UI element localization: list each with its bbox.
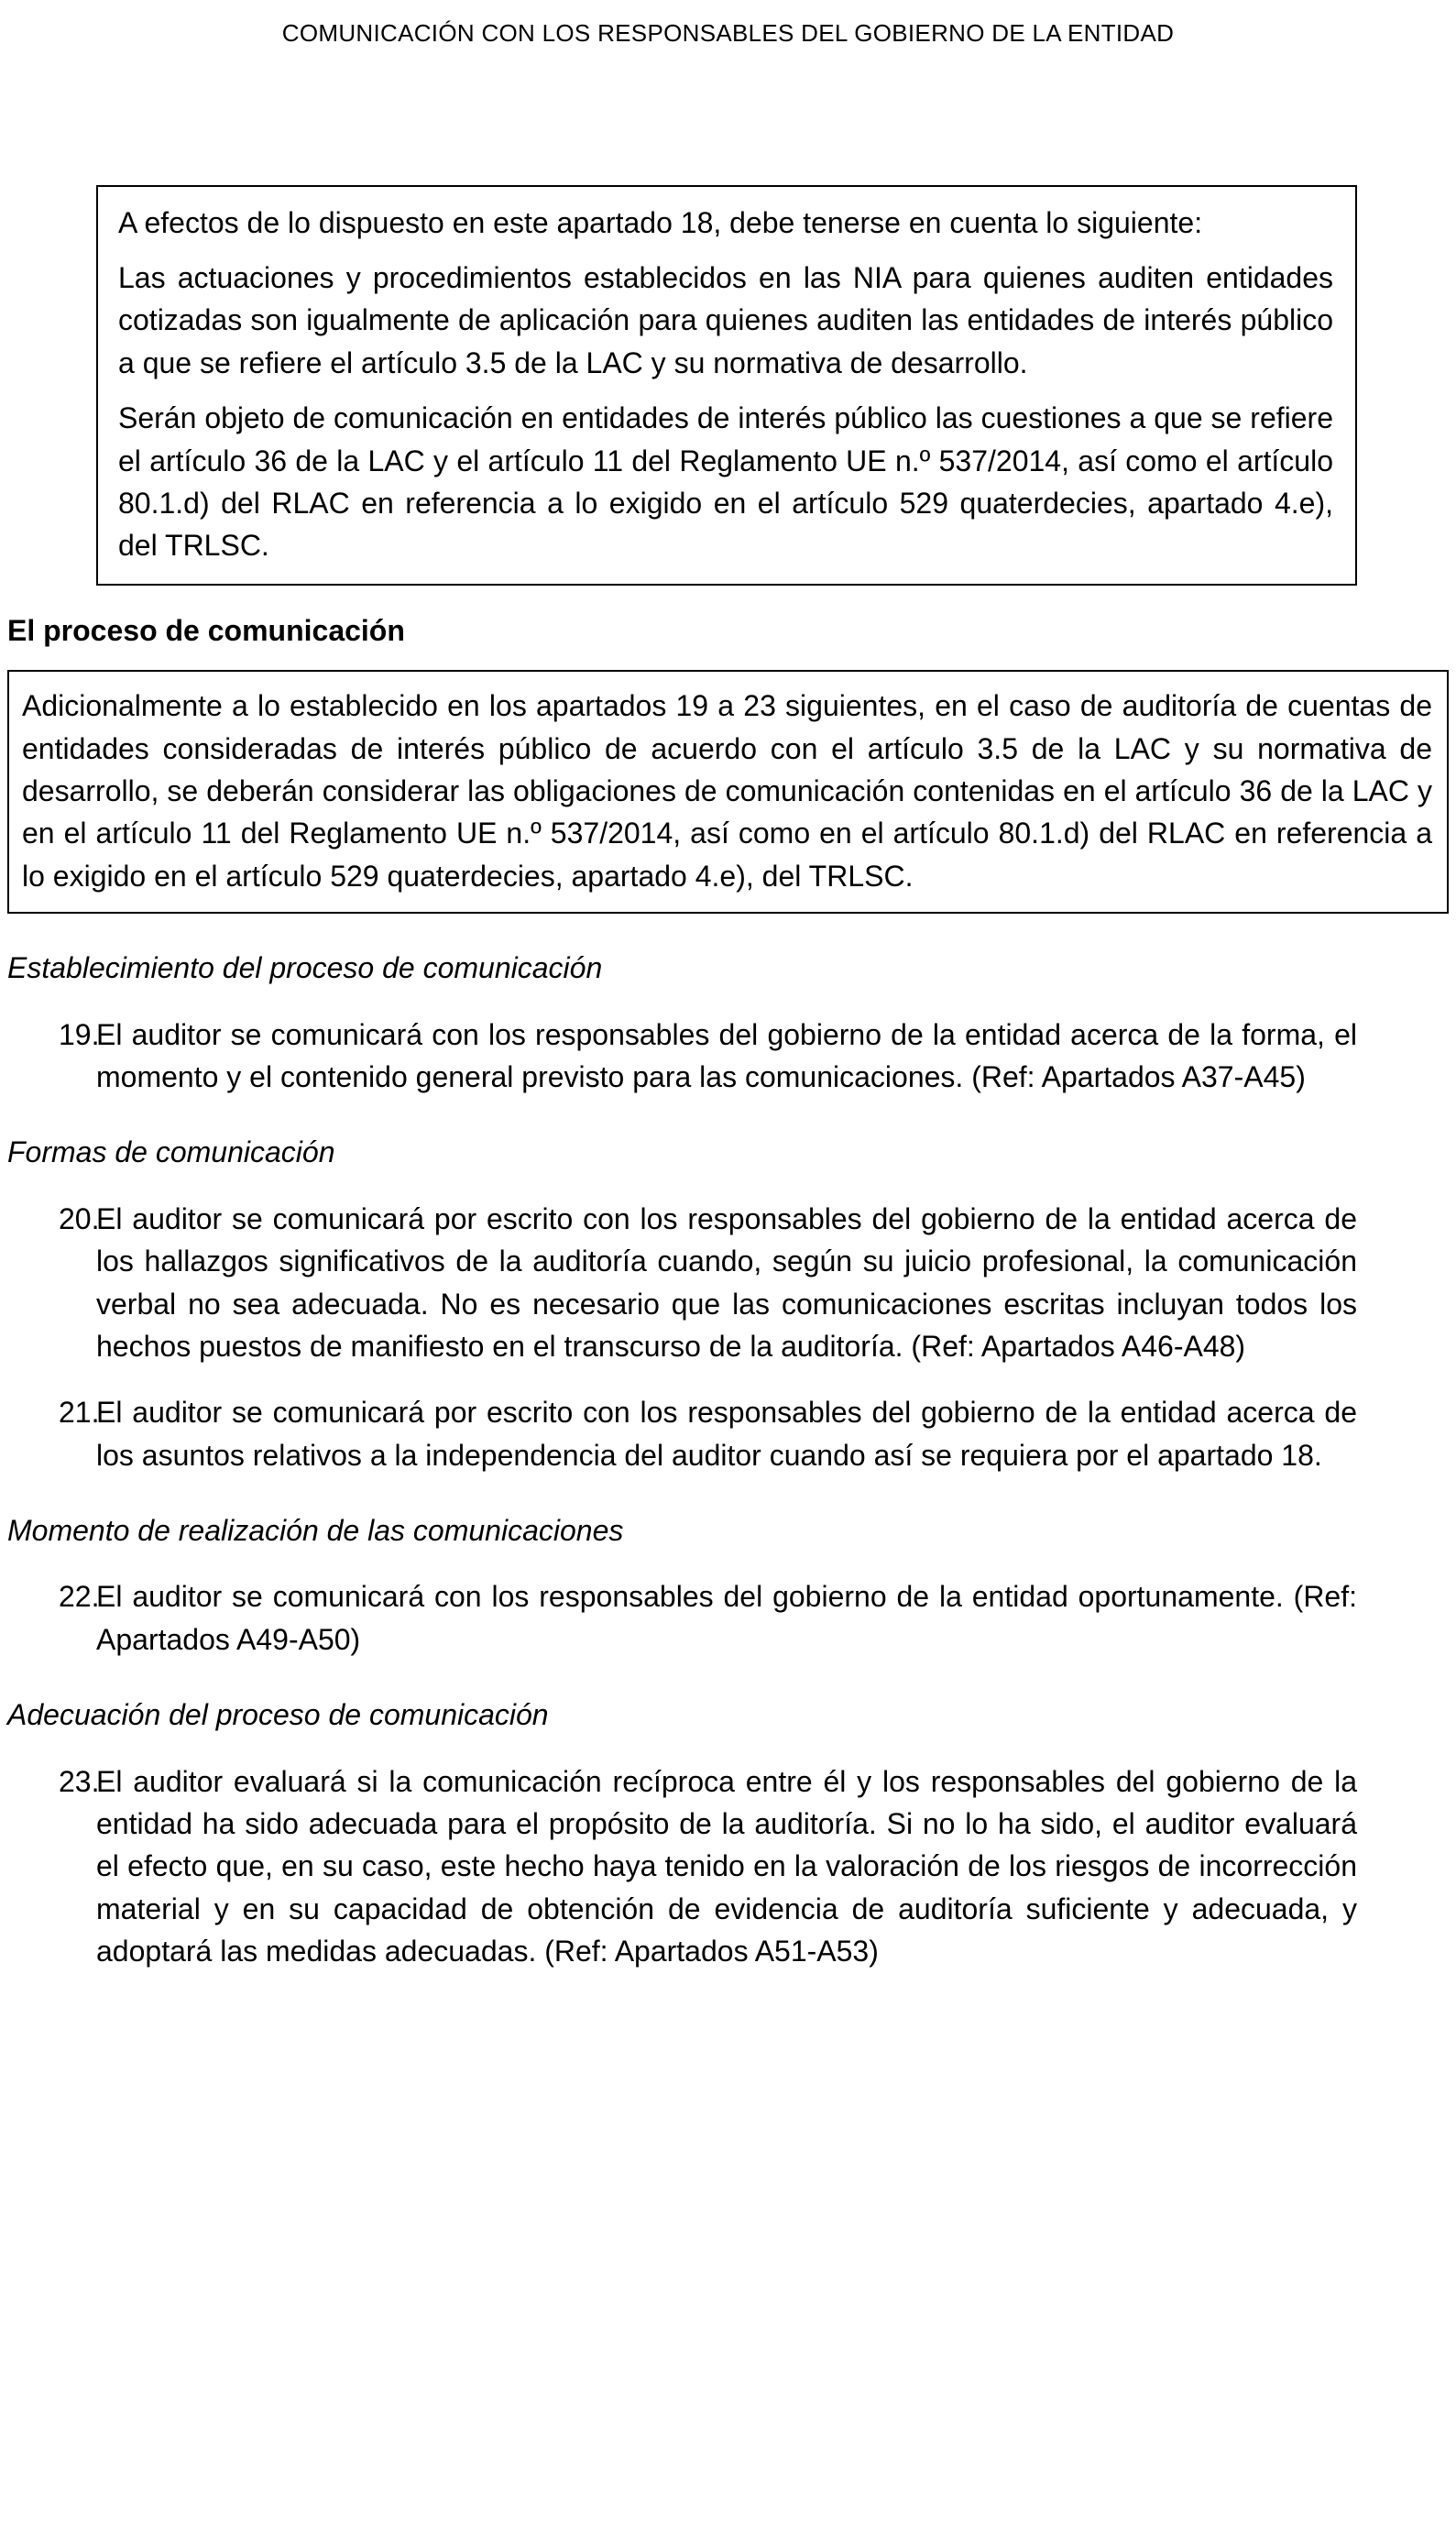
note-paragraph: Adicionalmente a lo establecido en los apartados 19 a 23 siguientes, en el caso de auditoría de cuentas de entidades consideradas de interés público de acuerdo con el artículo 3.5 de la LAC y su normativa de desarrollo, se deberán considerar las obligaciones de comunicación contenidas en el artículo 36 de la LAC y en el artículo 11 del Reglamento UE n.º 537/2014, así como en el artículo 80.1.d) del RLAC en referencia a lo exigido en el artículo 529 quaterdecies, apartado 4.e), del TRLSC. <box>22 689 1432 893</box>
paragraph-text: El auditor se comunicará por escrito con los responsables del gobierno de la entidad acerca de los asuntos relativos a la independencia del auditor cuando así se requiera por el apartado 18. <box>96 1396 1357 1472</box>
subsection-heading-formas: Formas de comunicación <box>7 1135 335 1169</box>
document-header: COMUNICACIÓN CON LOS RESPONSABLES DEL GOBIERNO DE LA ENTIDAD <box>281 19 1175 47</box>
paragraph-number: 22. <box>59 1580 100 1614</box>
subsection-heading-momento: Momento de realización de las comunicaciones <box>7 1514 624 1548</box>
paragraph-text: El auditor se comunicará por escrito con los responsables del gobierno de la entidad acerca de los hallazgos significativos de la auditoría cuando, según su juicio profesional, la comunicación verbal no sea adecuada. No es necesario que las comunicaciones escritas incluyan todos los hechos puestos de manifiesto en el transcurso de la auditoría. (Ref: Apartados A46-A48) <box>96 1201 1357 1363</box>
numbered-paragraph-20 <box>59 1198 1357 1368</box>
note-box-adicionalmente <box>7 670 1449 914</box>
note-paragraph: Serán objeto de comunicación en entidades de interés público las cuestiones a que se refiere el artículo 36 de la LAC y el artículo 11 del Reglamento UE n.º 537/2014, así como el artículo 80.1.d) del RLAC en referencia a lo exigido en el artículo 529 quaterdecies, apartado 4.e), del TRLSC. <box>118 401 1333 563</box>
note-paragraph: A efectos de lo dispuesto en este apartado 18, debe tenerse en cuenta lo siguiente: <box>118 205 1203 239</box>
note-box-apartado-18 <box>96 185 1357 586</box>
paragraph-number: 21. <box>59 1396 100 1430</box>
subsection-heading-establecimiento: Establecimiento del proceso de comunicación <box>7 951 603 985</box>
paragraph-text: El auditor se comunicará con los responsables del gobierno de la entidad acerca de la forma, el momento y el contenido general previsto para las comunicaciones. (Ref: Apartados A37-A45) <box>96 1017 1357 1093</box>
paragraph-number: 23. <box>59 1764 100 1798</box>
paragraph-number: 20. <box>59 1201 100 1235</box>
note-paragraph: Las actuaciones y procedimientos establecidos en las NIA para quienes auditen entidades cotizadas son igualmente de aplicación para quienes auditen las entidades de interés público a que se refiere el artículo 3.5 de la LAC y su normativa de desarrollo. <box>118 261 1333 379</box>
numbered-paragraph-21 <box>59 1391 1357 1476</box>
numbered-paragraph-22 <box>59 1575 1357 1661</box>
numbered-paragraph-19 <box>59 1014 1357 1099</box>
paragraph-text: El auditor se comunicará con los responsables del gobierno de la entidad oportunamente. (Ref: Apartados A49-A50) <box>96 1580 1357 1656</box>
subsection-heading-adecuacion: Adecuación del proceso de comunicación <box>7 1698 549 1732</box>
section-heading-proceso-de-comunicacion: El proceso de comunicación <box>7 613 405 647</box>
numbered-paragraph-23 <box>59 1760 1357 1973</box>
paragraph-text: El auditor evaluará si la comunicación recíproca entre él y los responsables del gobierno de la entidad ha sido adecuada para el propósito de la auditoría. Si no lo ha sido, el auditor evaluará el efecto que, en su caso, este hecho haya tenido en la valoración de los riesgos de incorrección material y en su capacidad de obtención de evidencia de auditoría suficiente y adecuada, y adoptará las medidas adecuadas. (Ref: Apartados A51-A53) <box>96 1764 1357 1968</box>
paragraph-number: 19. <box>59 1017 100 1051</box>
